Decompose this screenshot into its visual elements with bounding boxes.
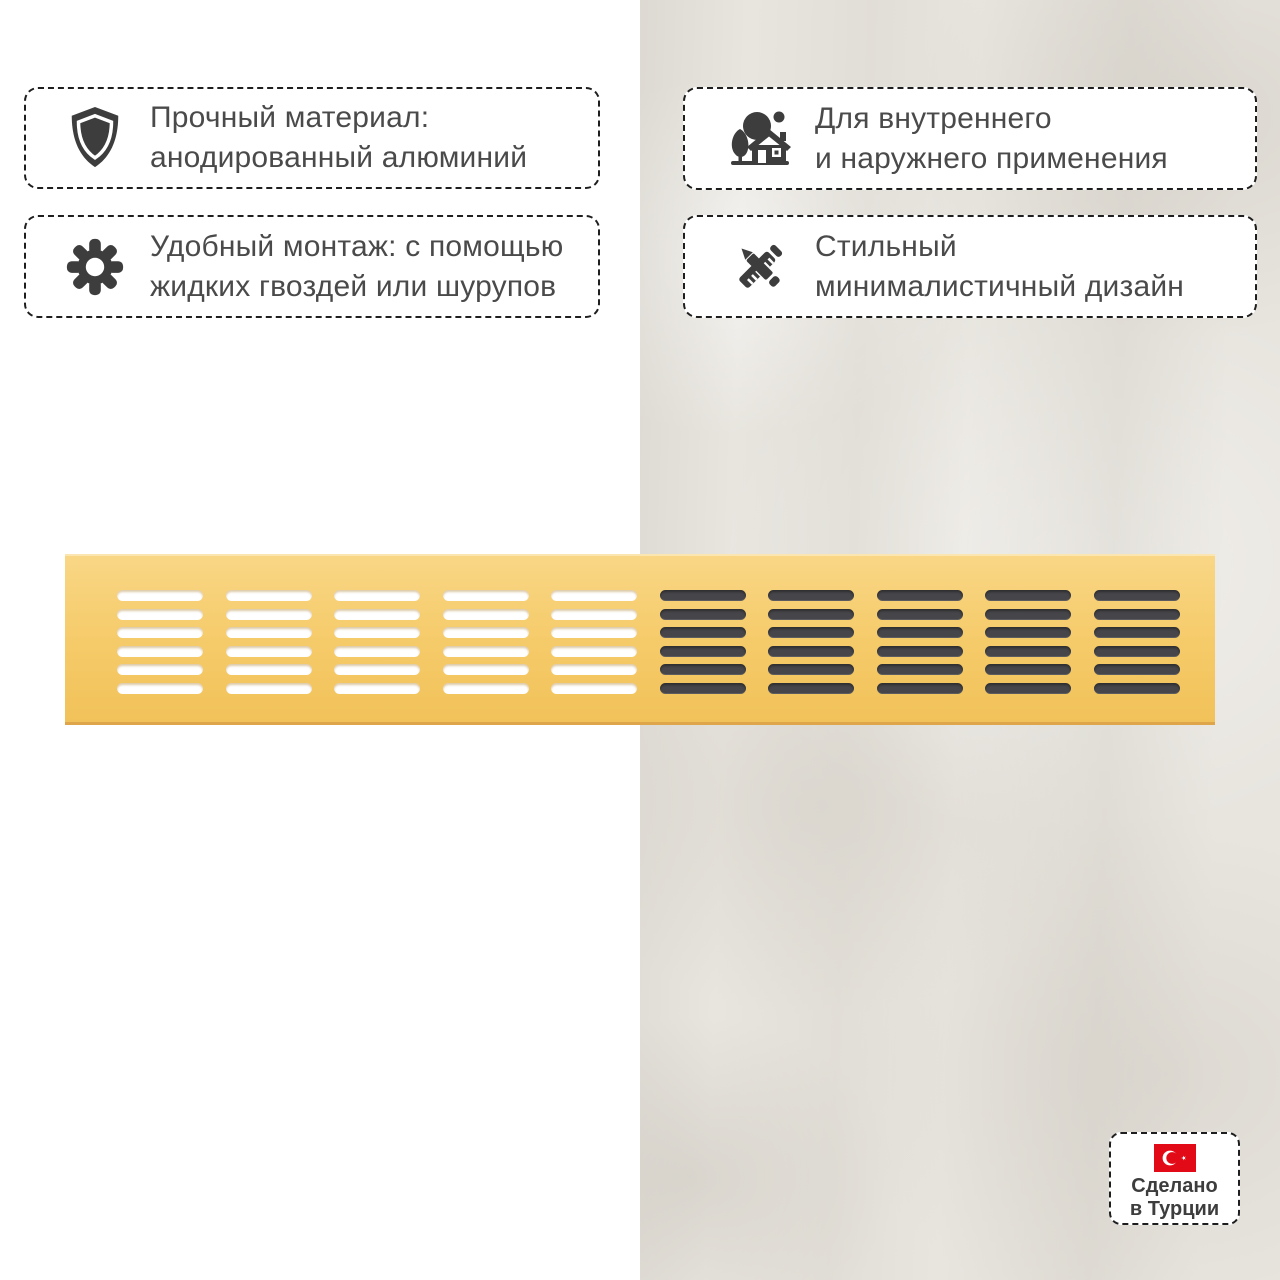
- pencil-ruler-icon: [727, 234, 793, 300]
- vent-slot: [877, 646, 963, 657]
- vent-slot: [334, 646, 420, 657]
- vent-slot: [551, 646, 637, 657]
- vent-slot: [334, 627, 420, 638]
- vent-slot: [117, 664, 203, 675]
- vent-slot: [551, 664, 637, 675]
- vent-slot: [768, 590, 854, 601]
- vent-slot: [117, 627, 203, 638]
- vent-slot: [551, 683, 637, 694]
- vent-slot: [117, 683, 203, 694]
- vent-slot: [226, 609, 312, 620]
- vent-slot: [768, 664, 854, 675]
- vent-slot: [985, 683, 1071, 694]
- vent-slot: [1094, 609, 1180, 620]
- vent-slot: [1094, 627, 1180, 638]
- vent-slot: [1094, 683, 1180, 694]
- vent-slot: [877, 683, 963, 694]
- feature-line: Для внутреннего: [815, 101, 1052, 135]
- feature-box-application: [683, 87, 1257, 190]
- vent-slot: [226, 683, 312, 694]
- vent-slot: [768, 683, 854, 694]
- vent-slot: [551, 590, 637, 601]
- vent-slot: [660, 646, 746, 657]
- vent-slot: [226, 590, 312, 601]
- shield-icon-svg: [64, 105, 126, 171]
- vent-slot: [660, 664, 746, 675]
- vent-slot: [877, 627, 963, 638]
- vent-slot: [334, 590, 420, 601]
- vent-slot: [768, 627, 854, 638]
- vent-slot: [443, 590, 529, 601]
- house-icon: [727, 106, 793, 172]
- shield-icon: [62, 105, 128, 171]
- vent-slot: [660, 683, 746, 694]
- feature-line: минималистичный дизайн: [815, 269, 1185, 303]
- feature-line: Удобный монтаж: с помощью: [150, 229, 564, 263]
- vent-slot: [551, 609, 637, 620]
- vent-slot: [660, 590, 746, 601]
- feature-text-material: [150, 98, 527, 178]
- vent-slot: [1094, 590, 1180, 601]
- gear-icon-svg: [64, 236, 126, 298]
- vent-slot: [117, 609, 203, 620]
- vent-slot: [551, 627, 637, 638]
- vent-slot: [877, 664, 963, 675]
- feature-line: анодированный алюминий: [150, 141, 528, 174]
- vent-slot: [660, 627, 746, 638]
- vent-slot: [768, 609, 854, 620]
- vent-grille: [65, 554, 1215, 725]
- made-in-line: Сделано: [1131, 1175, 1218, 1197]
- feature-line: Прочный материал:: [150, 101, 430, 134]
- made-in-turkey-badge: [1109, 1132, 1240, 1225]
- vent-slot: [985, 627, 1071, 638]
- vent-slot: [443, 683, 529, 694]
- house-icon-svg: [727, 105, 793, 173]
- feature-box-mounting: [24, 215, 600, 318]
- vent-slot: [985, 664, 1071, 675]
- made-in-text: [1130, 1175, 1219, 1221]
- turkey-flag-icon: [1154, 1144, 1196, 1172]
- vent-slot: [985, 590, 1071, 601]
- vent-slot: [443, 664, 529, 675]
- feature-text-design: [815, 227, 1184, 307]
- vent-slot: [334, 664, 420, 675]
- vent-slot: [985, 609, 1071, 620]
- vent-slot: [985, 646, 1071, 657]
- vent-slot: [443, 609, 529, 620]
- vent-slot: [877, 609, 963, 620]
- feature-line: Стильный: [815, 229, 957, 263]
- feature-box-material: [24, 87, 600, 189]
- vent-slot: [117, 590, 203, 601]
- vent-slot: [226, 627, 312, 638]
- vent-slot: [877, 590, 963, 601]
- vent-slot: [334, 609, 420, 620]
- vent-slot: [1094, 646, 1180, 657]
- vent-slot: [226, 664, 312, 675]
- vent-slot: [226, 646, 312, 657]
- gear-icon: [62, 234, 128, 300]
- made-in-line: в Турции: [1129, 1198, 1220, 1220]
- vent-slot: [443, 646, 529, 657]
- vent-slot: [117, 646, 203, 657]
- feature-text-mounting: [150, 227, 563, 307]
- pencil-ruler-icon-svg: [729, 236, 791, 298]
- vent-slot: [334, 683, 420, 694]
- feature-line: жидких гвоздей или шурупов: [150, 269, 557, 303]
- vent-slot: [660, 609, 746, 620]
- vent-slot: [1094, 664, 1180, 675]
- feature-text-application: [815, 99, 1168, 179]
- feature-line: и наружнего применения: [815, 141, 1168, 175]
- vent-slot: [768, 646, 854, 657]
- vent-slot: [443, 627, 529, 638]
- feature-box-design: [683, 215, 1257, 318]
